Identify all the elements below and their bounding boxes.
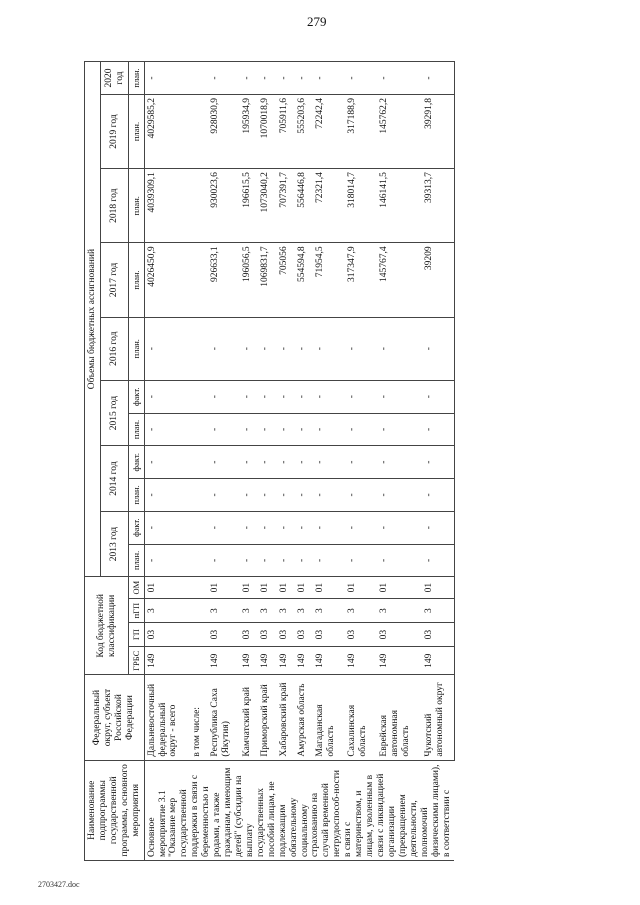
header-om: ОМ: [129, 577, 144, 599]
region-cell: Хабаровский край: [277, 675, 295, 760]
gp-cell: 03: [144, 623, 190, 647]
table-row: [277, 62, 295, 861]
value-cell: [190, 380, 208, 413]
value-cell: -: [144, 544, 190, 577]
value-cell: -: [240, 511, 258, 544]
value-cell: -: [258, 413, 276, 446]
value-cell: -: [345, 380, 377, 413]
gp-cell: 03: [377, 623, 422, 647]
value-cell: -: [313, 317, 345, 380]
value-cell: 71954,5: [313, 243, 345, 317]
value-cell: -: [277, 544, 295, 577]
value-cell: [190, 446, 208, 479]
header-code-group: Код бюджетной классификации: [85, 577, 129, 675]
value-cell: 705056: [277, 243, 295, 317]
value-cell: [190, 94, 208, 168]
om-cell: 01: [144, 577, 190, 599]
value-cell: 1069831,7: [258, 243, 276, 317]
value-cell: -: [240, 446, 258, 479]
pgp-cell: 3: [313, 599, 345, 623]
grbs-cell: 149: [345, 647, 377, 675]
value-cell: -: [144, 446, 190, 479]
value-cell: 195934,9: [240, 94, 258, 168]
grbs-cell: 149: [377, 647, 422, 675]
value-cell: 72242,4: [313, 94, 345, 168]
header-year-2020: 2020 год: [101, 62, 129, 95]
region-cell: Чукотский автономный округ: [422, 675, 454, 760]
om-cell: 01: [377, 577, 422, 599]
value-cell: -: [377, 62, 422, 95]
gp-cell: 03: [313, 623, 345, 647]
value-cell: -: [258, 62, 276, 95]
header-2019-plan: план.: [129, 94, 144, 168]
value-cell: -: [377, 479, 422, 512]
value-cell: -: [208, 62, 240, 95]
header-year-2013: 2013 год: [101, 511, 129, 576]
value-cell: 145767,4: [377, 243, 422, 317]
value-cell: 146141,5: [377, 169, 422, 243]
value-cell: 554594,8: [295, 243, 313, 317]
value-cell: -: [345, 62, 377, 95]
gp-cell: 03: [208, 623, 240, 647]
region-cell: Еврейская автономная область: [377, 675, 422, 760]
value-cell: -: [422, 446, 454, 479]
header-2020-plan: план.: [129, 62, 144, 95]
value-cell: 317188,9: [345, 94, 377, 168]
value-cell: -: [422, 413, 454, 446]
value-cell: -: [144, 413, 190, 446]
om-cell: 01: [295, 577, 313, 599]
pgp-cell: 3: [208, 599, 240, 623]
value-cell: -: [313, 62, 345, 95]
value-cell: -: [208, 479, 240, 512]
value-cell: 196615,5: [240, 169, 258, 243]
value-cell: -: [422, 317, 454, 380]
value-cell: -: [144, 511, 190, 544]
om-cell: 01: [422, 577, 454, 599]
table-header: [85, 62, 145, 861]
value-cell: 926633,1: [208, 243, 240, 317]
value-cell: -: [277, 413, 295, 446]
gp-cell: 03: [295, 623, 313, 647]
header-year-2018: 2018 год: [101, 169, 129, 243]
gp-cell: [190, 623, 208, 647]
om-cell: 01: [345, 577, 377, 599]
value-cell: -: [313, 511, 345, 544]
table-row: [144, 62, 190, 861]
value-cell: -: [208, 413, 240, 446]
region-cell: Магаданская область: [313, 675, 345, 760]
table-row: [295, 62, 313, 861]
value-cell: -: [313, 544, 345, 577]
grbs-cell: 149: [313, 647, 345, 675]
value-cell: -: [345, 317, 377, 380]
region-cell: Амурская область: [295, 675, 313, 760]
value-cell: -: [144, 479, 190, 512]
value-cell: -: [258, 446, 276, 479]
value-cell: -: [144, 380, 190, 413]
value-cell: -: [258, 544, 276, 577]
value-cell: -: [377, 446, 422, 479]
value-cell: -: [313, 446, 345, 479]
value-cell: -: [345, 446, 377, 479]
header-pgp: пГП: [129, 599, 144, 623]
header-2018-plan: план.: [129, 169, 144, 243]
table-row: [313, 62, 345, 861]
value-cell: -: [313, 413, 345, 446]
om-cell: 01: [208, 577, 240, 599]
value-cell: -: [258, 380, 276, 413]
value-cell: -: [240, 544, 258, 577]
header-gp: ГП: [129, 623, 144, 647]
value-cell: -: [377, 511, 422, 544]
value-cell: 1070018,9: [258, 94, 276, 168]
header-grbs: ГРБС: [129, 647, 144, 675]
grbs-cell: 149: [258, 647, 276, 675]
om-cell: 01: [258, 577, 276, 599]
table-row: [258, 62, 276, 861]
value-cell: 317347,9: [345, 243, 377, 317]
value-cell: -: [208, 544, 240, 577]
value-cell: -: [277, 380, 295, 413]
header-region: Федеральный округ, субъект Российской Федерации: [85, 675, 145, 760]
region-cell: Приморский край: [258, 675, 276, 760]
grbs-cell: 149: [277, 647, 295, 675]
gp-cell: 03: [258, 623, 276, 647]
value-cell: -: [208, 317, 240, 380]
value-cell: [190, 62, 208, 95]
value-cell: [190, 243, 208, 317]
value-cell: 4029585,2: [144, 94, 190, 168]
header-year-2015: 2015 год: [101, 380, 129, 445]
region-cell: Дальневосточный федеральный округ - всего: [144, 675, 190, 760]
value-cell: -: [345, 544, 377, 577]
value-cell: 555203,6: [295, 94, 313, 168]
header-2016-plan: план.: [129, 317, 144, 380]
value-cell: 196056,5: [240, 243, 258, 317]
header-year-2016: 2016 год: [101, 317, 129, 380]
pgp-cell: 3: [377, 599, 422, 623]
gp-cell: 03: [345, 623, 377, 647]
value-cell: -: [295, 413, 313, 446]
value-cell: -: [295, 479, 313, 512]
value-cell: -: [240, 62, 258, 95]
value-cell: -: [277, 511, 295, 544]
value-cell: -: [144, 62, 190, 95]
value-cell: 556446,8: [295, 169, 313, 243]
value-cell: 4039309,1: [144, 169, 190, 243]
value-cell: -: [258, 511, 276, 544]
header-2017-plan: план.: [129, 243, 144, 317]
om-cell: 01: [277, 577, 295, 599]
grbs-cell: 149: [295, 647, 313, 675]
value-cell: -: [277, 62, 295, 95]
value-cell: -: [422, 479, 454, 512]
header-volumes: Объемы бюджетных ассигнований: [85, 62, 101, 577]
value-cell: -: [377, 544, 422, 577]
value-cell: [190, 479, 208, 512]
value-cell: -: [313, 479, 345, 512]
value-cell: -: [277, 446, 295, 479]
value-cell: 145762,2: [377, 94, 422, 168]
value-cell: 1073040,2: [258, 169, 276, 243]
header-2013-plan: план.: [129, 544, 144, 577]
value-cell: -: [377, 380, 422, 413]
value-cell: -: [377, 413, 422, 446]
value-cell: -: [295, 62, 313, 95]
value-cell: -: [295, 446, 313, 479]
grbs-cell: 149: [422, 647, 454, 675]
value-cell: 707391,7: [277, 169, 295, 243]
header-year-2019: 2019 год: [101, 94, 129, 168]
value-cell: -: [345, 511, 377, 544]
value-cell: -: [295, 317, 313, 380]
value-cell: -: [240, 317, 258, 380]
om-cell: 01: [313, 577, 345, 599]
value-cell: 39291,8: [422, 94, 454, 168]
header-2015-fact: факт.: [129, 380, 144, 413]
om-cell: 01: [240, 577, 258, 599]
value-cell: 928030,9: [208, 94, 240, 168]
budget-table: [84, 61, 455, 861]
om-cell: [190, 577, 208, 599]
value-cell: -: [240, 479, 258, 512]
pgp-cell: 3: [144, 599, 190, 623]
gp-cell: 03: [422, 623, 454, 647]
header-measure: Наименование подпрограммы государственной программы, основного мероприятия: [85, 760, 145, 860]
budget-table-container: [84, 61, 626, 861]
pgp-cell: 3: [277, 599, 295, 623]
value-cell: 39209: [422, 243, 454, 317]
pgp-cell: 3: [345, 599, 377, 623]
value-cell: -: [208, 511, 240, 544]
table-body: [144, 62, 454, 861]
table-row: [240, 62, 258, 861]
grbs-cell: [190, 647, 208, 675]
header-2014-fact: факт.: [129, 446, 144, 479]
table-row: [377, 62, 422, 861]
table-row: [345, 62, 377, 861]
grbs-cell: 149: [240, 647, 258, 675]
grbs-cell: 149: [208, 647, 240, 675]
value-cell: -: [295, 544, 313, 577]
value-cell: -: [295, 511, 313, 544]
value-cell: -: [295, 380, 313, 413]
value-cell: -: [422, 62, 454, 95]
region-cell: Республика Саха (Якутия): [208, 675, 240, 760]
value-cell: 930023,6: [208, 169, 240, 243]
value-cell: [190, 544, 208, 577]
value-cell: -: [258, 479, 276, 512]
value-cell: [190, 413, 208, 446]
value-cell: -: [208, 446, 240, 479]
value-cell: 4026450,9: [144, 243, 190, 317]
header-2013-fact: факт.: [129, 511, 144, 544]
value-cell: -: [345, 413, 377, 446]
header-2014-plan: план.: [129, 479, 144, 512]
region-cell: Камчатский край: [240, 675, 258, 760]
value-cell: -: [208, 380, 240, 413]
value-cell: -: [422, 544, 454, 577]
grbs-cell: 149: [144, 647, 190, 675]
pgp-cell: 3: [240, 599, 258, 623]
table-row: [208, 62, 240, 861]
value-cell: [190, 169, 208, 243]
region-cell: в том числе:: [190, 675, 208, 760]
table-row: [422, 62, 454, 861]
value-cell: -: [277, 317, 295, 380]
table-row: [190, 62, 208, 861]
value-cell: -: [258, 317, 276, 380]
value-cell: -: [345, 479, 377, 512]
value-cell: -: [422, 511, 454, 544]
gp-cell: 03: [277, 623, 295, 647]
value-cell: -: [240, 413, 258, 446]
value-cell: 318014,7: [345, 169, 377, 243]
value-cell: -: [313, 380, 345, 413]
pgp-cell: [190, 599, 208, 623]
footer-document-code: 2703427.doc: [38, 880, 80, 889]
value-cell: -: [277, 479, 295, 512]
header-2015-plan: план.: [129, 413, 144, 446]
value-cell: [190, 511, 208, 544]
pgp-cell: 3: [295, 599, 313, 623]
value-cell: [190, 317, 208, 380]
value-cell: 705911,6: [277, 94, 295, 168]
value-cell: 39313,7: [422, 169, 454, 243]
value-cell: -: [377, 317, 422, 380]
page-number: 279: [307, 14, 327, 29]
header-year-2017: 2017 год: [101, 243, 129, 317]
region-cell: Сахалинская область: [345, 675, 377, 760]
pgp-cell: 3: [422, 599, 454, 623]
header-year-2014: 2014 год: [101, 446, 129, 511]
pgp-cell: 3: [258, 599, 276, 623]
value-cell: 72321,4: [313, 169, 345, 243]
gp-cell: 03: [240, 623, 258, 647]
value-cell: -: [422, 380, 454, 413]
measure-description-cell: Основное мероприятие 3.1 "Оказание мер государственной поддержки в связи с беременностью и родами, а также гражданам, имеющим детей" (субсидии на выплату государственных пособий лицам, не подлежащим обязательному социальному страхованию на случай временной нетрудоспособ-ности в связи с материнством, и лицам, уволенным в связи с ликвидацией организации (прекращением деятельности, полномочий физическими лицами), в соответствии с: [144, 760, 454, 860]
value-cell: -: [144, 317, 190, 380]
value-cell: -: [240, 380, 258, 413]
